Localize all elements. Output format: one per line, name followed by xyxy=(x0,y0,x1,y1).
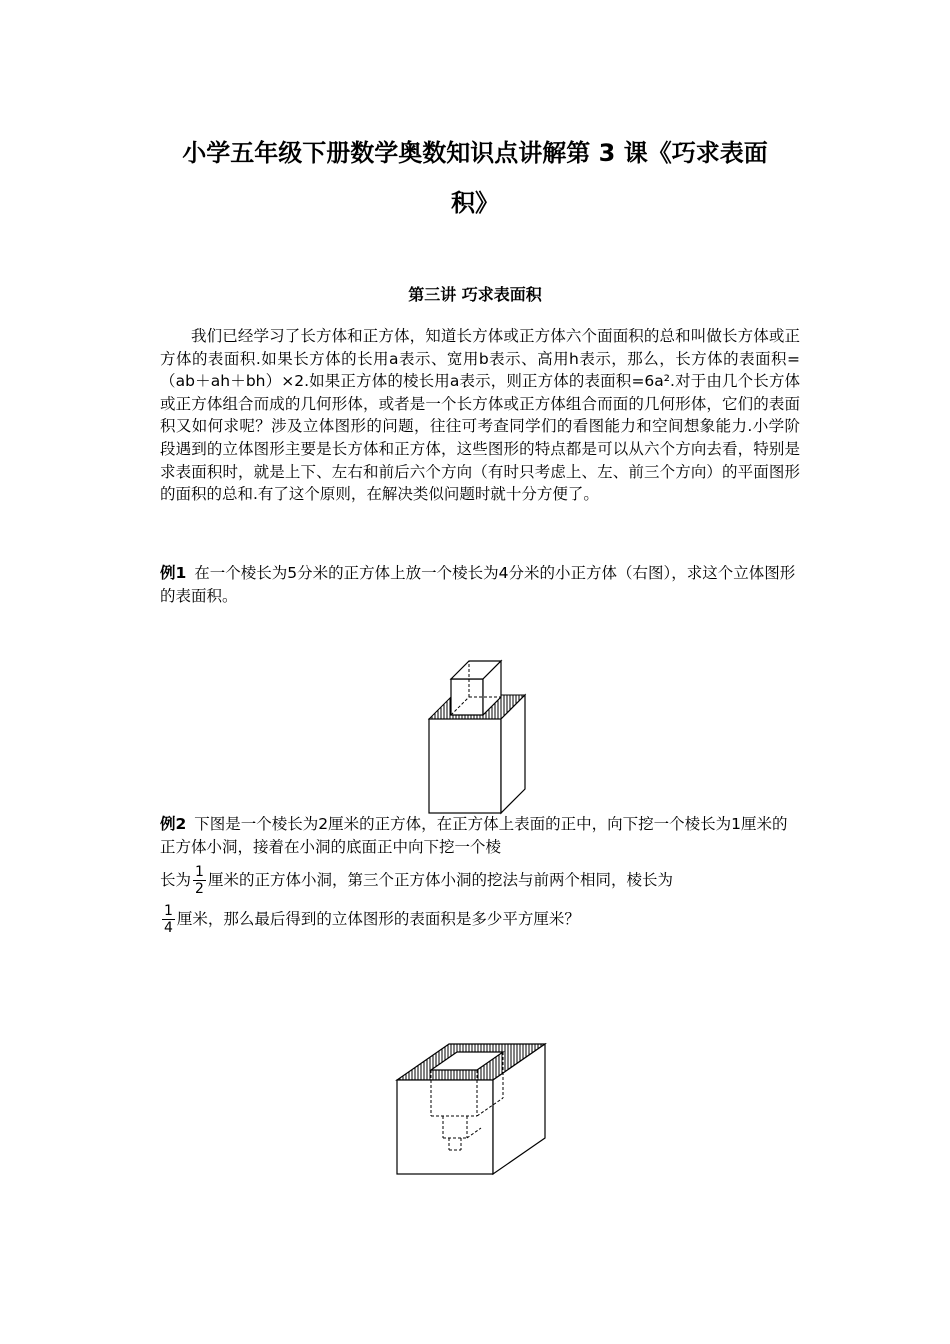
example-2-text-part-1: 下图是一个棱长为2厘米的正方体，在正方体上表面的正中，向下挖一个棱长为1厘米的正方体小洞，接着在小洞的底面正中向下挖一个棱 xyxy=(160,815,788,856)
example-1-figure xyxy=(425,657,545,817)
cube-with-holes xyxy=(397,1044,545,1174)
example-1-text: 在一个棱长为5分米的正方体上放一个棱长为4分米的小正方体（右图），求这个立体图形的表面积。 xyxy=(160,564,796,605)
example-2-line-1 xyxy=(160,813,800,858)
intro-text: 我们已经学习了长方体和正方体，知道长方体或正方体六个面面积的总和叫做长方体或正方体的表面积.如果长方体的长用a表示、宽用b表示、高用h表示，那么，长方体的表面积=（ab＋ah＋bh）×2.如果正方体的棱长用a表示，则正方体的表面积=6a².对于由几个长方体或正方体组合而成的几何形体，或者是一个长方体或正方体组合而面的几何形体，它们的表面积又如何求呢？涉及立体图形的问题，往往可考查同学们的看图能力和空间想象能力.小学阶段遇到的立体图形主要是长方体和正方体，这些图形的特点都是可以从六个方向去看，特别是求表面积时，就是上下、左右和前后六个方向（有时只考虑上、左、前三个方向）的平面图形的面积的总和.有了这个原则，在解决类似问题时就十分方便了。 xyxy=(160,327,800,504)
lecture-heading: 第三讲 巧求表面积 xyxy=(408,285,542,304)
example-2-text-part-2-prefix: 长为 xyxy=(160,871,192,890)
fraction-2-denominator: 4 xyxy=(164,920,173,937)
example-2-text-part-2-suffix: 厘米的正方体小洞，第三个正方体小洞的挖法与前两个相同，棱长为 xyxy=(207,871,673,890)
fraction-1-numerator: 1 xyxy=(195,864,204,881)
example-2-figure xyxy=(393,1040,553,1180)
example-2-text-part-3: 厘米，那么最后得到的立体图形的表面积是多少平方厘米？ xyxy=(176,910,580,929)
fraction-1-denominator: 2 xyxy=(195,881,204,898)
example-2-line-2 xyxy=(160,864,800,897)
fraction-one-quarter xyxy=(162,903,175,936)
example-1 xyxy=(160,562,800,607)
title-line-1: 小学五年级下册数学奥数知识点讲解第 3 课《巧求表面 xyxy=(182,139,768,167)
example-1-label: 例1 xyxy=(160,564,187,582)
fraction-2-numerator: 1 xyxy=(164,903,173,920)
example-2-label: 例2 xyxy=(160,815,187,833)
example-2 xyxy=(160,813,800,936)
fraction-one-half xyxy=(193,864,206,897)
example-2-line-3 xyxy=(160,903,800,936)
intro-paragraph xyxy=(160,325,800,506)
document-title xyxy=(100,128,850,228)
title-line-2: 积》 xyxy=(451,189,499,217)
